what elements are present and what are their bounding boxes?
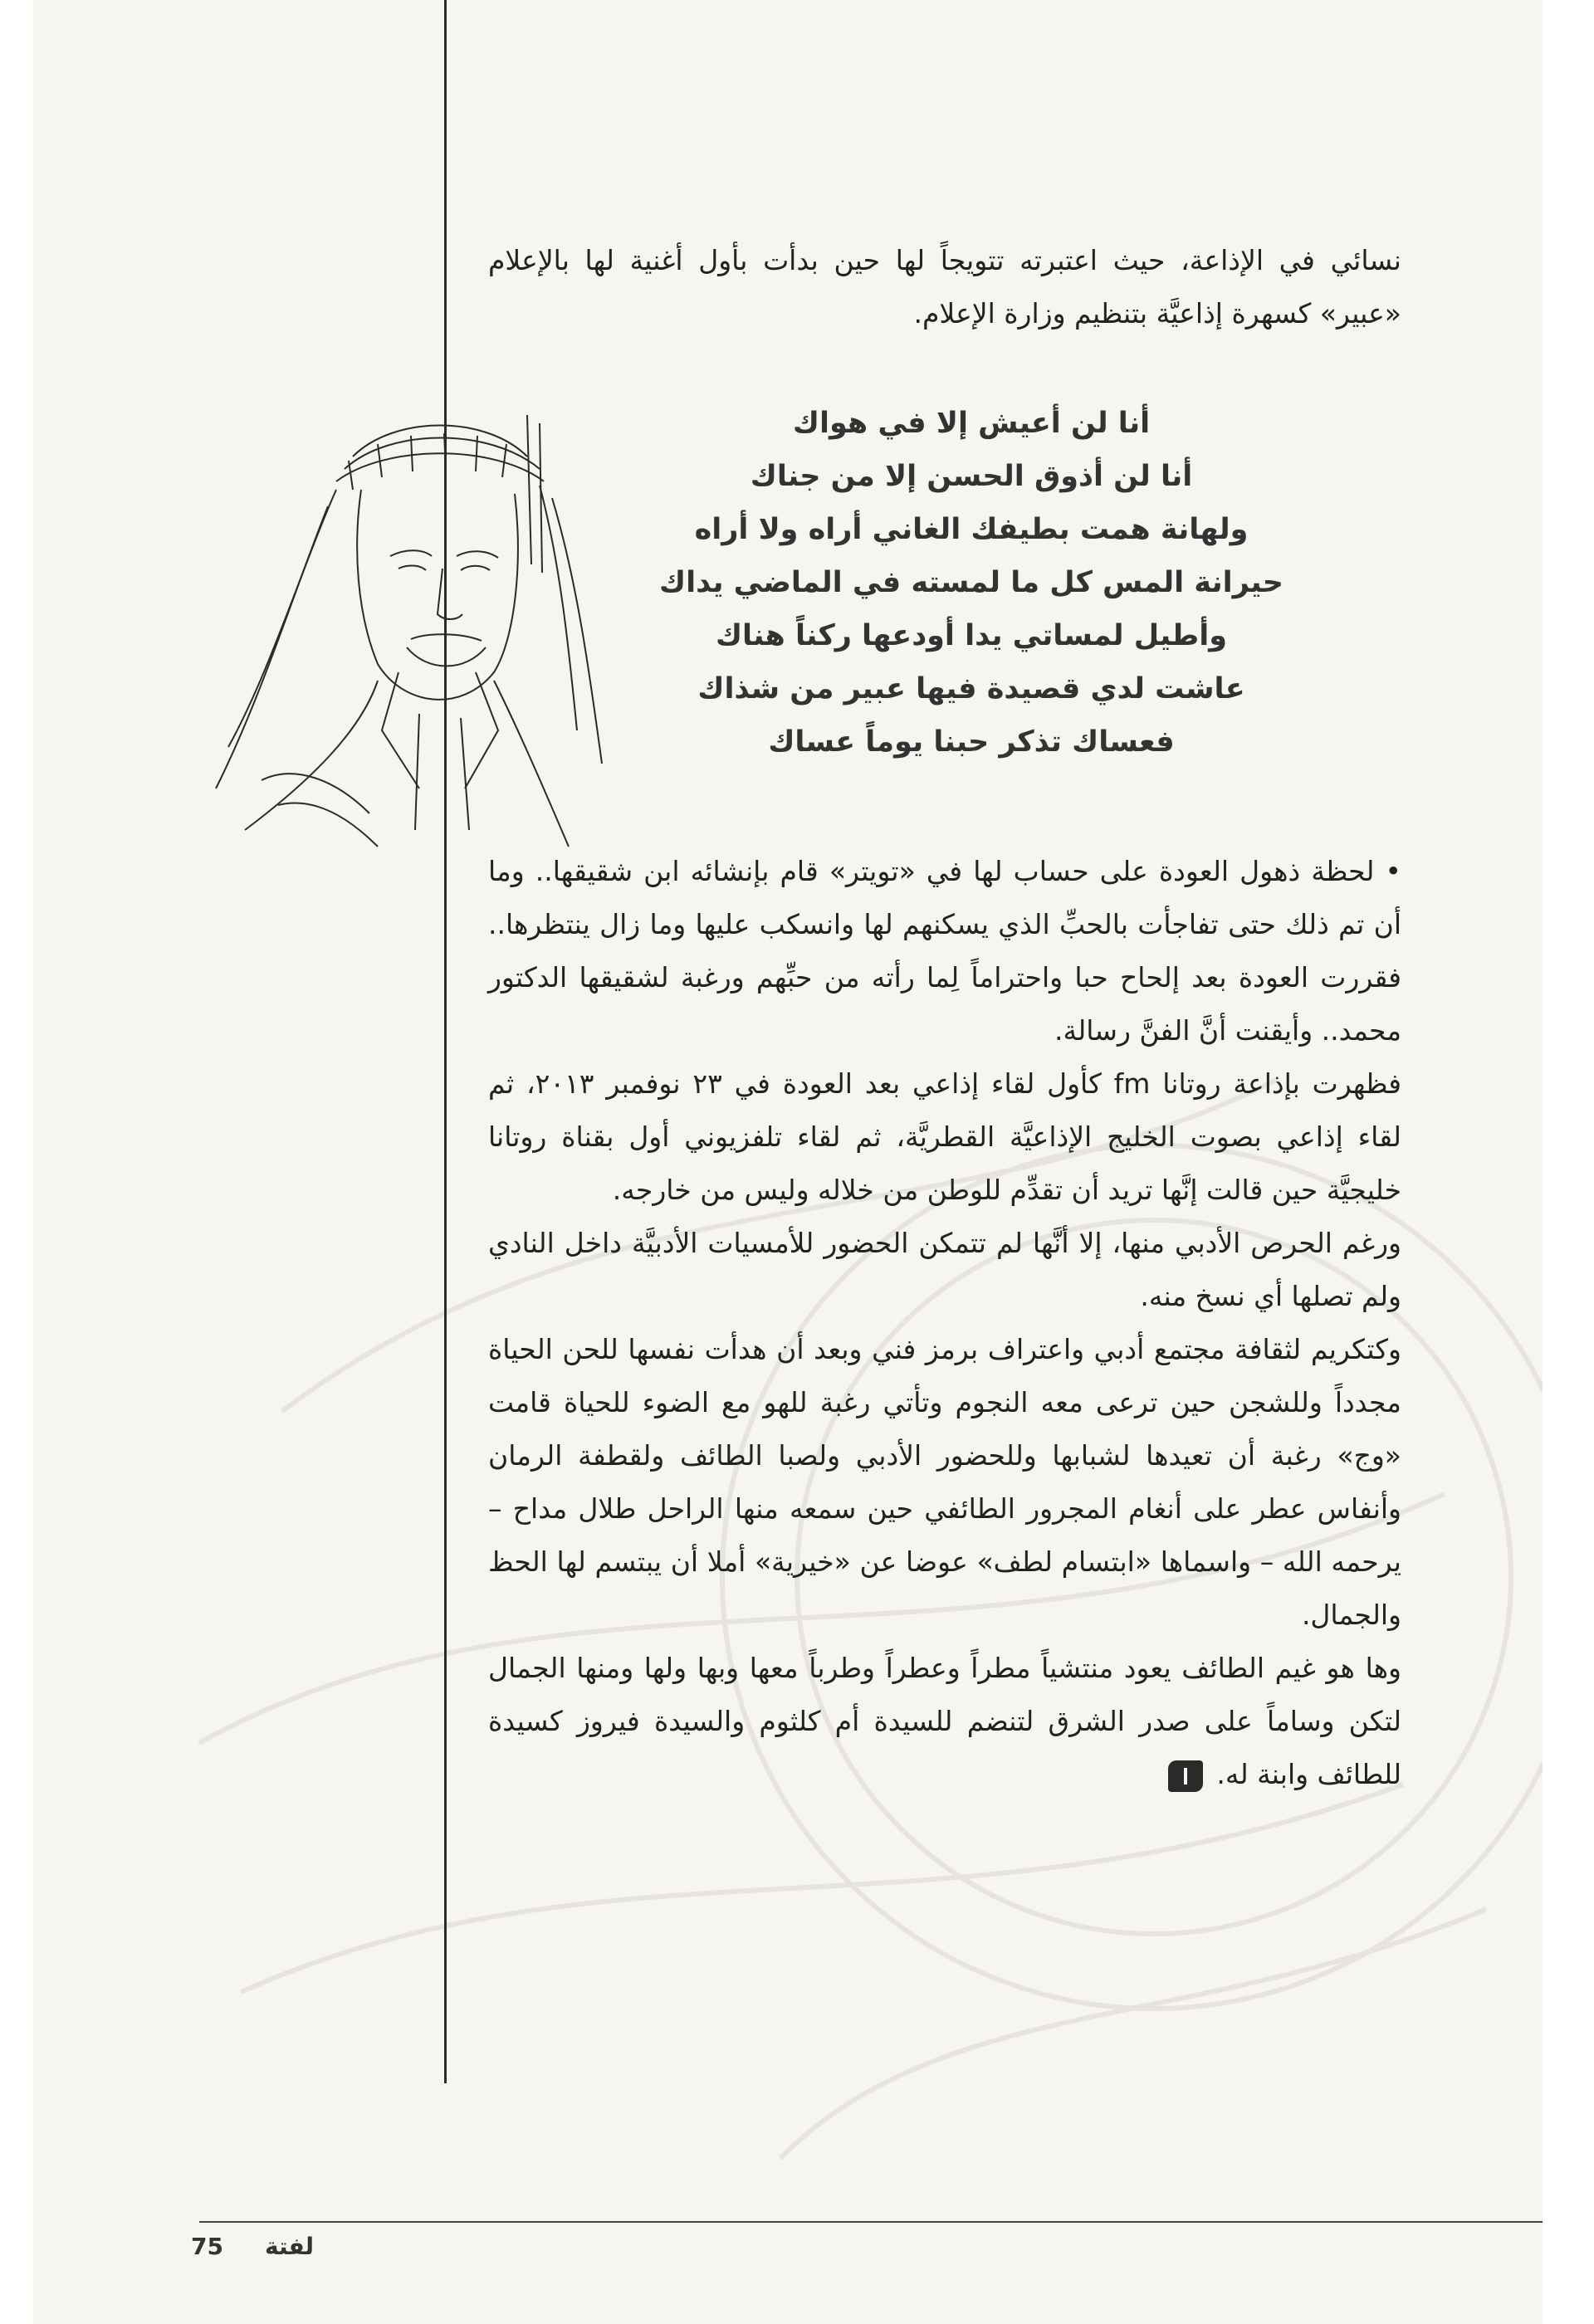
poem-block (614, 397, 1328, 769)
magazine-name: لفتة (264, 2233, 315, 2260)
poem-line: فعساك تذكر حبنا يوماً عساك (768, 725, 1175, 759)
body-paragraph-last (488, 1642, 1401, 1801)
end-of-article-icon (1168, 1760, 1203, 1792)
body-paragraph: ورغم الحرص الأدبي منها، إلا أنَّها لم تتمكن الحضور للأمسيات الأدبيَّة داخل النادي ولم تصلها أي نسخ منه. (488, 1227, 1401, 1312)
page-number: 75 (191, 2233, 223, 2260)
magazine-page (33, 0, 1543, 2324)
footer-rule (199, 2221, 1543, 2223)
poem-line: وأطيل لمساتي يدا أودعها ركناً هناك (715, 619, 1228, 652)
body-paragraph: فظهرت بإذاعة روتانا fm كأول لقاء إذاعي بعد العودة في ٢٣ نوفمبر ٢٠١٣، ثم لقاء إذاعي بصوت الخليج الإذاعيَّة القطريَّة، ثم لقاء تلفزيوني أول بقناة روتانا خليجيَّة حين قالت إنَّها تريد أن تقدِّم للوطن من خلاله وليس من خارجه. (488, 1067, 1401, 1206)
article-body (488, 845, 1401, 1801)
body-paragraph: • لحظة ذهول العودة على حساب لها في «تويتر» قام بإنشائه ابن شقيقها.. وما أن تم ذلك حتى تفاجأت بالحبِّ الذي يسكنهم لها وانسكب عليها وما زال ينتظرها.. فقررت العودة بعد إلحاح حبا واحتراماً لِما رأته من حبِّهم ورغبة لشقيقها الدكتور محمد.. وأيقنت أنَّ الفنَّ رسالة. (488, 855, 1401, 1047)
intro-paragraph (488, 234, 1401, 340)
body-paragraph-text: وها هو غيم الطائف يعود منتشياً مطراً وعطراً وطرباً معها وبها ولها ومنها الجمال لتكن وساماً على صدر الشرق لتنضم للسيدة أم كلثوم والسيدة فيروز كسيدة للطائف وابنة له. (488, 1652, 1401, 1790)
portrait-sketch (212, 398, 677, 863)
poem-line: عاشت لدي قصيدة فيها عبير من شذاك (697, 672, 1245, 706)
vertical-rule (444, 0, 447, 2083)
poem-line: حيرانة المس كل ما لمسته في الماضي يداك (659, 566, 1284, 599)
poem-line: ولهانة همت بطيفك الغاني أراه ولا أراه (694, 513, 1249, 546)
poem-line: أنا لن أذوق الحسن إلا من جناك (750, 460, 1193, 493)
body-paragraph: وكتكريم لثقافة مجتمع أدبي واعتراف برمز فني وبعد أن هدأت نفسها للحن الحياة مجدداً وللشجن حين ترعى معه النجوم وتأتي رغبة للهو مع الضوء للحياة قامت «وج» رغبة أن تعيدها لشبابها وللحضور الأدبي ولصبا الطائف ولقطفة الرمان وأنفاس عطر على أنغام المجرور الطائفي حين سمعه منها الراحل طلال مداح – يرحمه الله – واسماها «ابتسام لطف» عوضا عن «خيرية» أملا أن يبتسم لها الحظ والجمال. (488, 1333, 1401, 1631)
page-footer (191, 2233, 314, 2260)
intro-text: نسائي في الإذاعة، حيث اعتبرته تتويجاً لها حين بدأت بأول أغنية لها بالإعلام «عبير» كسهرة إذاعيَّة بتنظيم وزارة الإعلام. (488, 244, 1401, 330)
poem-line: أنا لن أعيش إلا في هواك (792, 407, 1151, 440)
